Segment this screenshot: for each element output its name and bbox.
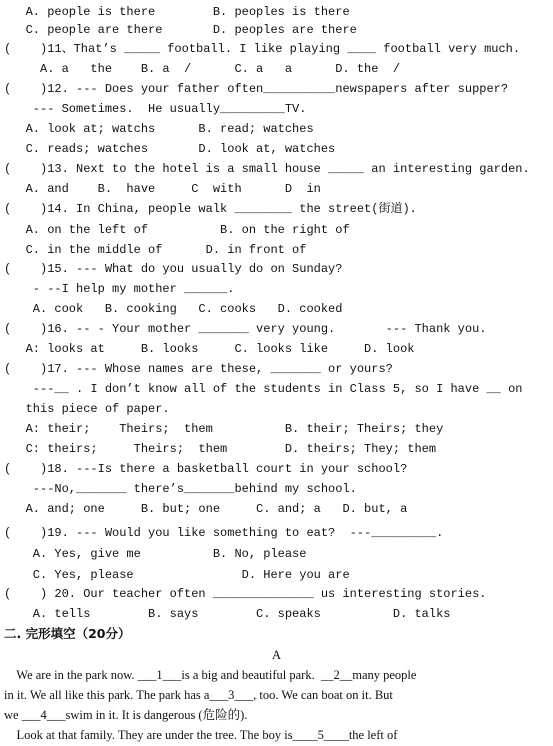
question-line: ( )17. --- Whose names are these, _______ or yours? (4, 362, 393, 376)
option-line: A. people is there B. peoples is there (4, 5, 350, 19)
option-line: C. Yes, please D. Here you are (4, 568, 350, 582)
dialog-line: ---__ . I don’t know all of the students in Class 5, so I have __ on (4, 382, 523, 396)
option-line: A. and B. have C with D in (4, 182, 321, 196)
dialog-line: - --I help my mother ______. (4, 282, 235, 296)
question-line: ( )16. -- - Your mother _______ very young. --- Thank you. (4, 322, 487, 336)
passage-line: Look at that family. They are under the tree. The boy is____5____the left of (4, 728, 398, 742)
option-line: A. on the left of B. on the right of (4, 223, 350, 237)
option-line: A. tells B. says C. speaks D. talks (4, 607, 451, 621)
option-line: C. in the middle of D. in front of (4, 243, 307, 257)
option-line: A. look at; watchs B. read; watches (4, 122, 314, 136)
question-line: ( )19. --- Would you like something to eat? ---_________. (4, 526, 444, 540)
option-line: C: theirs; Theirs; them D. theirs; They; them (4, 442, 437, 456)
option-line: A. and; one B. but; one C. and; a D. but, a (4, 502, 408, 516)
option-line: A. a the B. a / C. a a D. the / (4, 62, 401, 76)
option-line: A. cook B. cooking C. cooks D. cooked (4, 302, 343, 316)
question-line: ( )11、That’s _____ football. I like playing ____ football very much. (4, 42, 521, 56)
dialog-line: ---No,_______ there’s_______behind my school. (4, 482, 357, 496)
section-title: 二. 完形填空（20分） (4, 626, 131, 641)
passage-line: we ___4___swim in it. It is dangerous (危险的). (4, 708, 248, 722)
passage-line: We are in the park now. ___1___is a big and beautiful park. __2__many people (4, 668, 417, 682)
dialog-line: --- Sometimes. He usually_________TV. (4, 102, 307, 116)
passage-line: in it. We all like this park. The park has a___3___, too. We can boat on it. But (4, 688, 393, 702)
option-line: C. people are there D. peoples are there (4, 23, 357, 37)
question-line: ( )15. --- What do you usually do on Sunday? (4, 262, 343, 276)
option-line: C. reads; watches D. look at, watches (4, 142, 336, 156)
option-line: A: looks at B. looks C. looks like D. look (4, 342, 415, 356)
question-line: ( )18. ---Is there a basketball court in your school? (4, 462, 408, 476)
question-line: ( ) 20. Our teacher often ______________ us interesting stories. (4, 587, 487, 601)
dialog-line: this piece of paper. (4, 402, 170, 416)
question-line: ( )12. --- Does your father often__________newspapers after supper? (4, 82, 509, 96)
question-line: ( )14. In China, people walk ________ the street(街道). (4, 202, 417, 216)
option-line: A. Yes, give me B. No, please (4, 547, 307, 561)
option-line: A: their; Theirs; them B. their; Theirs; they (4, 422, 444, 436)
passage-label: A (271, 648, 282, 662)
question-line: ( )13. Next to the hotel is a small house _____ an interesting garden. (4, 162, 530, 176)
